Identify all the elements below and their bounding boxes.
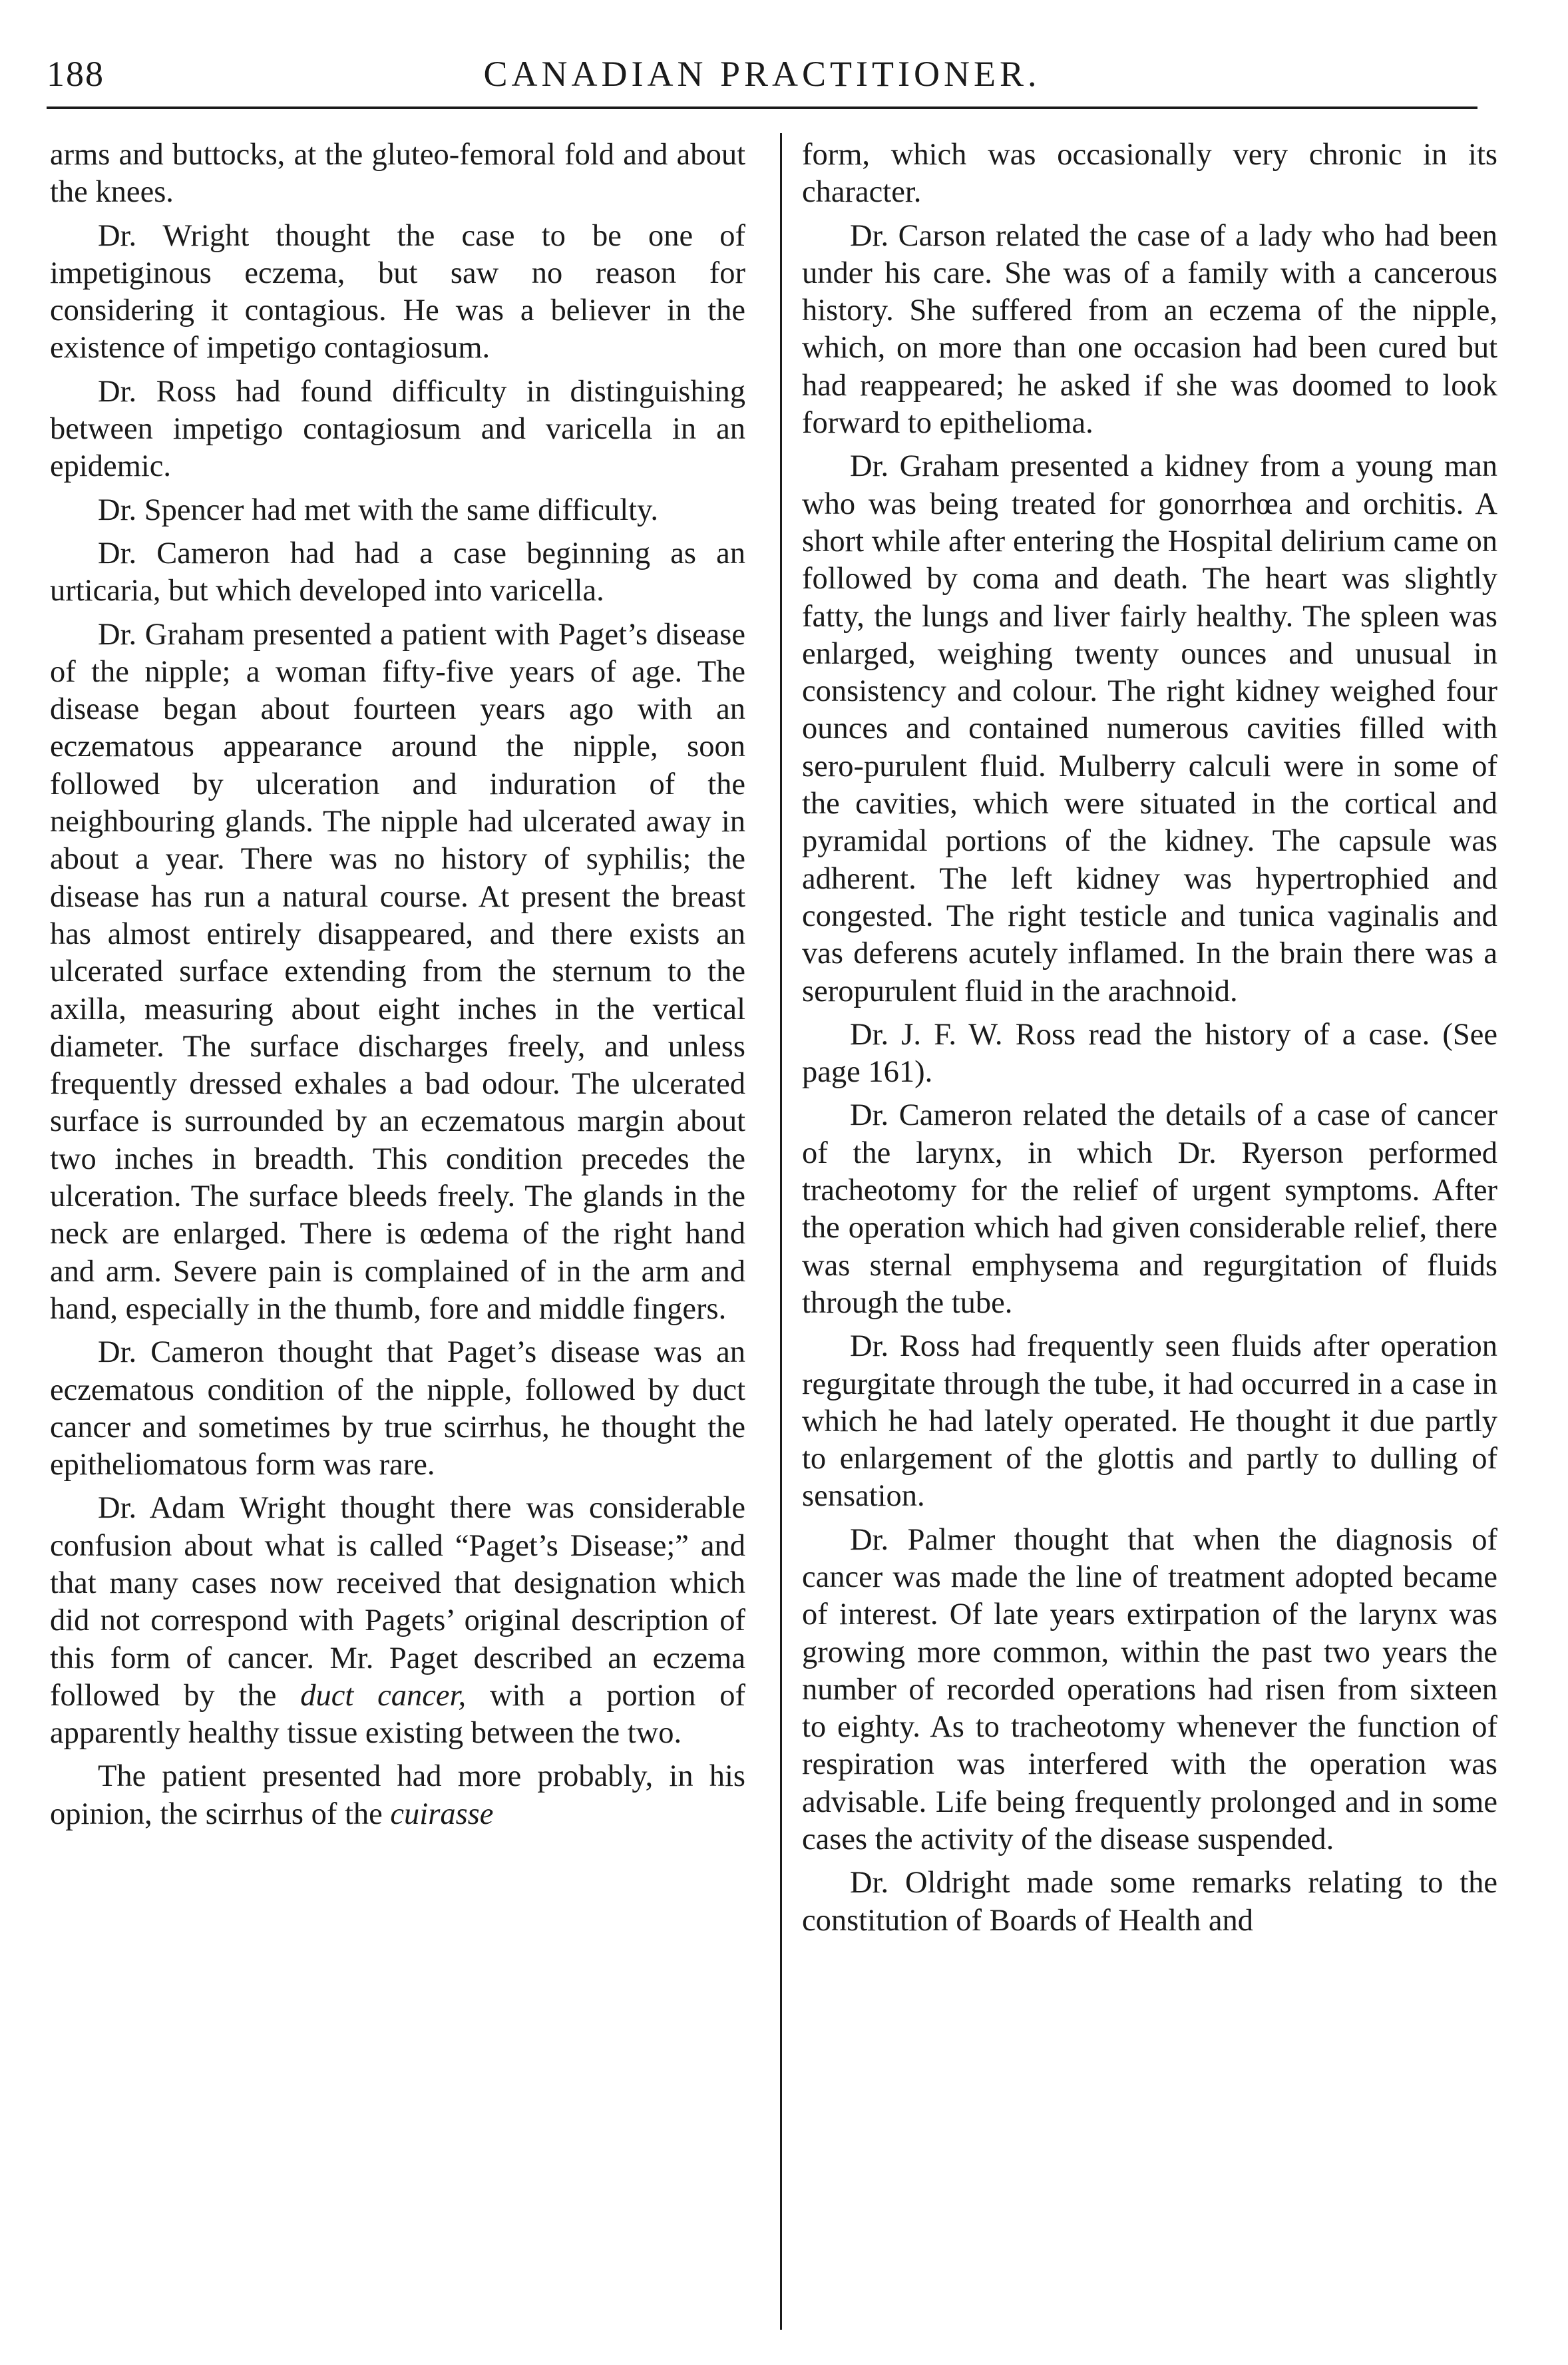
paragraph: Dr. Graham presented a kidney from a young man who was being treated for gonorrhœa and orchitis. A short while after entering the Hospital delirium came on followed by coma and death. The heart was slightly fatty, the lungs and liver fairly healthy. The spleen was enlarged, weighing twenty ounces and unusual in consistency and colour. The right kidney weighed four ounces and contained numerous cavities filled with sero-purulent fluid. Mulberry calculi were in some of the cavities, which were situated in the cortical and pyramidal portions of the kidney. The capsule was adherent. The left kidney was hypertrophied and congested. The right testicle and tunica vaginalis and vas deferens acutely inflamed. In the brain there was a seropurulent fluid in the arachnoid.	[802, 449, 1497, 1008]
text-run: Dr. Adam Wright thought there was considerable confusion about what is called “Paget’s Disease;” and that many cases now received that designation which did not correspond with Pagets’ original description of this form of cancer. Mr. Paget described an eczema followed by the	[50, 1491, 745, 1713]
italic-text: duct cancer,	[300, 1678, 467, 1713]
text-run: with a portion of apparently healthy tissue existing between the two.	[50, 1678, 745, 1751]
text-run: The patient presented had more probably, in his opinion, the scirrhus of the	[50, 1759, 745, 1831]
paragraph: Dr. Palmer thought that when the diagnosis of cancer was made the line of treatment adopted became of interest. Of late years extirpation of the larynx was growing more common, within the past two years the number of recorded operations had risen from sixteen to eighty. As to tracheotomy whenever the function of respiration was interfered with the operation was advisable. Life being frequently prolonged and in some cases the activity of the disease suspended.	[802, 1522, 1497, 1857]
paragraph: Dr. Spencer had met with the same difficulty.	[98, 493, 658, 527]
page-header	[47, 53, 1477, 107]
paragraph: Dr. Oldright made some remarks relating to the constitution of Boards of Health and	[802, 1866, 1497, 1938]
italic-text: cuirasse	[390, 1797, 494, 1831]
paragraph: arms and buttocks, at the gluteo-femoral fold and about the knees.	[50, 138, 745, 210]
right-column	[802, 136, 1497, 1946]
paragraph: Dr. Cameron thought that Paget’s disease was an eczematous condition of the nipple, followed by duct cancer and sometimes by true scirrhus, he thought the epitheliomatous form was rare.	[50, 1335, 745, 1482]
page-number: 188	[47, 54, 104, 94]
paragraph	[50, 1490, 745, 1752]
paragraph: Dr. Ross had found difficulty in distinguishing between impetigo contagiosum and varicella in an epidemic.	[50, 374, 745, 484]
paragraph: Dr. Cameron related the details of a case of cancer of the larynx, in which Dr. Ryerson performed tracheotomy for the relief of urgent symptoms. After the operation which had given considerable relief, there was sternal emphysema and regurgitation of fluids through the tube.	[802, 1098, 1497, 1320]
paragraph: form, which was occasionally very chronic in its character.	[802, 138, 1497, 210]
paragraph: Dr. Wright thought the case to be one of impetiginous eczema, but saw no reason for considering it contagious. He was a believer in the existence of impetigo contagiosum.	[50, 218, 745, 365]
paragraph: Dr. J. F. W. Ross read the history of a case. (See page 161).	[802, 1017, 1497, 1090]
paragraph: Dr. Graham presented a patient with Paget’s disease of the nipple; a woman fifty-five years of age. The disease began about fourteen years ago with an eczematous appearance around the nipple, soon followed by ulceration and induration of the neighbouring glands. The nipple had ulcerated away in about a year. There was no history of syphilis; the disease has run a natural course. At present the breast has almost entirely disappeared, and there exists an ulcerated surface extending from the sternum to the axilla, measuring about eight inches in the vertical diameter. The surface discharges freely, and unless frequently dressed exhales a bad odour. The ulcerated surface is surrounded by an eczematous margin about two inches in breadth. This condition precedes the ulceration. The surface bleeds freely. The glands in the neck are enlarged. There is œdema of the right hand and arm. Severe pain is complained of in the arm and hand, especially in the thumb, fore and middle fingers.	[50, 617, 745, 1326]
running-title: CANADIAN PRACTITIONER.	[483, 54, 1041, 94]
paragraph	[50, 1758, 745, 1833]
column-divider	[780, 133, 782, 2330]
paragraph: Dr. Cameron had had a case beginning as an urticaria, but which developed into varicella.	[50, 536, 745, 608]
header-rule	[47, 107, 1477, 109]
paragraph: Dr. Carson related the case of a lady who had been under his care. She was of a family with a cancerous history. She suffered from an eczema of the nipple, which, on more than one occasion had been cured but had reappeared; he asked if she was doomed to look forward to epithelioma.	[802, 218, 1497, 441]
left-column	[50, 136, 745, 1839]
paragraph: Dr. Ross had frequently seen fluids after operation regurgitate through the tube, it had occurred in a case in which he had lately operated. He thought it due partly to enlargement of the glottis and partly to dulling of sensation.	[802, 1329, 1497, 1514]
